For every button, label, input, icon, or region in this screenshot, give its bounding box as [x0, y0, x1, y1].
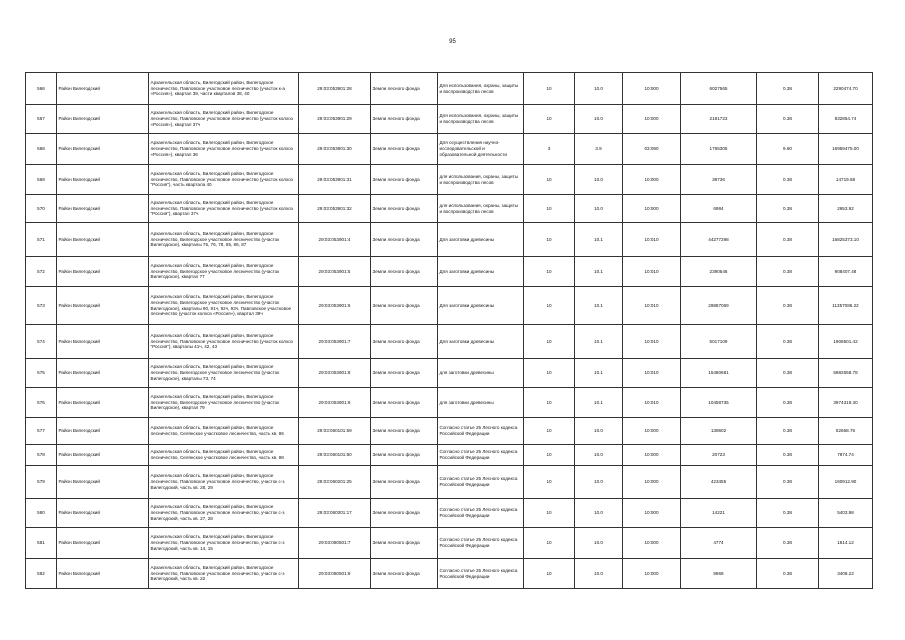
permitted-use-cell: для заготовки древесины	[438, 388, 524, 418]
area-cell: 5017109	[681, 325, 757, 359]
group-code-cell: 10	[524, 223, 575, 257]
specific-value-cell: 0.38	[757, 287, 819, 325]
group-code-cell: 10	[524, 499, 575, 528]
specific-value-cell: 0.38	[757, 559, 819, 589]
land-category-cell: Земли лесного фонда	[371, 418, 438, 445]
permitted-use-cell: Согласно статье 25 Лесного кодекса Российской Федерации	[438, 466, 524, 499]
land-category-cell: Земли лесного фонда	[371, 325, 438, 359]
cadastral-number-cell: 29:03:053901:7	[299, 325, 371, 359]
permitted-use-cell: Согласно статье 25 Лесного кодекса Российской Федерации	[438, 499, 524, 528]
group-code-cell: 10	[524, 257, 575, 287]
cadastral-value-cell: 5403.98	[819, 499, 873, 528]
address-cell: Архангельская область, Вилегодский район, Вилегодское лесничество, Павловское участковое лесничество (участок к-а «Россия»), квартал 39, части кварталов 38, 40	[149, 73, 299, 105]
district-cell: Район Вилегодский	[57, 257, 149, 287]
specific-value-cell: 0.38	[757, 223, 819, 257]
use-code-cell: 10:000	[623, 499, 681, 528]
subgroup-code-cell: 10.1	[575, 223, 623, 257]
table-row	[26, 223, 873, 257]
table-body	[26, 73, 873, 589]
use-code-cell: 03:090	[623, 134, 681, 165]
subgroup-code-cell: 10.0	[575, 499, 623, 528]
area-cell: 29887069	[681, 287, 757, 325]
table-row	[26, 195, 873, 223]
use-code-cell: 10:000	[623, 445, 681, 466]
address-cell: Архангельская область, Вилегодский район, Вилегодское лесничество, Селянское участковое лесничество, часть кв. 98	[149, 445, 299, 466]
table-row	[26, 73, 873, 105]
cadastral-value-cell: 16959475.00	[819, 134, 873, 165]
specific-value-cell: 0.38	[757, 466, 819, 499]
subgroup-code-cell: 10.1	[575, 325, 623, 359]
cadastral-number-cell: 29:03:080501:7	[299, 528, 371, 559]
table-row	[26, 134, 873, 165]
address-cell: Архангельская область, Вилегодский район, Вилегодское лесничество, Вилегодское участковое лесничество (участок Вилегодское), кварталы 90, 91ч, 92ч, 93ч, Павловское участковое лесничество (участок колхоз «Россия»), квартал 39ч	[149, 287, 299, 325]
permitted-use-cell: Для заготовки древесины	[438, 287, 524, 325]
district-cell: Район Вилегодский	[57, 73, 149, 105]
district-cell: Район Вилегодский	[57, 445, 149, 466]
land-category-cell: Земли лесного фонда	[371, 388, 438, 418]
address-cell: Архангельская область, Вилегодский район, Вилегодское лесничество, Павловское участковое лесничество (участок колхоз «Россия»), квартал 37ч	[149, 105, 299, 134]
cadastral-number-cell: 29:03:053901:5	[299, 257, 371, 287]
subgroup-code-cell: 10.1	[575, 359, 623, 388]
cadastral-value-cell: 5882658.78	[819, 359, 873, 388]
subgroup-code-cell: 10.0	[575, 559, 623, 589]
group-code-cell: 10	[524, 105, 575, 134]
land-category-cell: Земли лесного фонда	[371, 73, 438, 105]
land-category-cell: Земли лесного фонда	[371, 445, 438, 466]
area-cell: 6027565	[681, 73, 757, 105]
specific-value-cell: 0.38	[757, 388, 819, 418]
district-cell: Район Вилегодский	[57, 499, 149, 528]
permitted-use-cell: для использования, охраны, защиты и воспроизводства лесов	[438, 165, 524, 195]
permitted-use-cell: Для использования, охраны, защиты и воспроизводства лесов	[438, 73, 524, 105]
cadastral-value-cell: 2290474.70	[819, 73, 873, 105]
group-code-cell: 10	[524, 325, 575, 359]
address-cell: Архангельская область, Вилегодский район, Вилегодское лесничество, Павловское участковое лесничество (участок колхоз "Россия"), кварталы 41ч, 42, 43	[149, 325, 299, 359]
cadastral-number-cell: 29:03:053901:9	[299, 388, 371, 418]
cadastral-number-cell: 29:03:080501:9	[299, 559, 371, 589]
row-number-cell: 574	[26, 325, 57, 359]
row-number-cell: 581	[26, 528, 57, 559]
district-cell: Район Вилегодский	[57, 528, 149, 559]
table-row	[26, 359, 873, 388]
cadastral-number-cell: 29:03:053901:29	[299, 105, 371, 134]
row-number-cell: 572	[26, 257, 57, 287]
table-row	[26, 466, 873, 499]
table-row	[26, 528, 873, 559]
specific-value-cell: 0.38	[757, 257, 819, 287]
row-number-cell: 567	[26, 105, 57, 134]
cadastral-number-cell: 29:03:053901:32	[299, 195, 371, 223]
cadastral-number-cell: 29:03:060101:59	[299, 418, 371, 445]
address-cell: Архангельская область, Вилегодский район, Вилегодское лесничество, Вилегодское участковое лесничество (участок Вилегодское), квартал 77	[149, 257, 299, 287]
subgroup-code-cell: 3.9	[575, 134, 623, 165]
land-category-cell: Земли лесного фонда	[371, 105, 438, 134]
row-number-cell: 566	[26, 73, 57, 105]
row-number-cell: 577	[26, 418, 57, 445]
address-cell: Архангельская область, Вилегодский район, Вилегодское лесничество, Павловское участковое лесничество, участок с-з Вилегодский, часть кв. 28, 29	[149, 466, 299, 499]
address-cell: Архангельская область, Вилегодский район, Вилегодское лесничество, Вилегодское участковое лесничество (участок Вилегодское), кварталы 73, 74	[149, 359, 299, 388]
address-cell: Архангельская область, Вилегодский район, Вилегодское лесничество, Павловское участковое лесничество, участок с-з Вилегодский, часть кв. 14, 15	[149, 528, 299, 559]
cadastral-number-cell: 29:03:053901:6	[299, 287, 371, 325]
land-category-cell: Земли лесного фонда	[371, 528, 438, 559]
subgroup-code-cell: 10.0	[575, 418, 623, 445]
group-code-cell: 10	[524, 287, 575, 325]
use-code-cell: 10:000	[623, 73, 681, 105]
row-number-cell: 579	[26, 466, 57, 499]
permitted-use-cell: Для заготовки древесины	[438, 257, 524, 287]
cadastral-value-cell: 160912.90	[819, 466, 873, 499]
land-category-cell: Земли лесного фонда	[371, 165, 438, 195]
use-code-cell: 10:010	[623, 287, 681, 325]
district-cell: Район Вилегодский	[57, 418, 149, 445]
specific-value-cell: 0.38	[757, 359, 819, 388]
district-cell: Район Вилегодский	[57, 223, 149, 257]
use-code-cell: 10:010	[623, 325, 681, 359]
cadastral-value-cell: 832854.74	[819, 105, 873, 134]
area-cell: 138602	[681, 418, 757, 445]
subgroup-code-cell: 10.1	[575, 388, 623, 418]
table-row	[26, 165, 873, 195]
land-category-cell: Земли лесного фонда	[371, 223, 438, 257]
area-cell: 15480681	[681, 359, 757, 388]
table-row	[26, 445, 873, 466]
subgroup-code-cell: 10.0	[575, 73, 623, 105]
area-cell: 44277298	[681, 223, 757, 257]
permitted-use-cell: Для заготовки древесины	[438, 325, 524, 359]
row-number-cell: 582	[26, 559, 57, 589]
cadastral-number-cell: 29:03:053901:8	[299, 359, 371, 388]
area-cell: 20723	[681, 445, 757, 466]
address-cell: Архангельская область, Вилегодский район, Вилегодское лесничество, Вилегодское участковое лесничество (участок Вилегодское), квартал 79	[149, 388, 299, 418]
subgroup-code-cell: 10.1	[575, 287, 623, 325]
row-number-cell: 575	[26, 359, 57, 388]
group-code-cell: 10	[524, 388, 575, 418]
table-row	[26, 559, 873, 589]
area-cell: 38736	[681, 165, 757, 195]
row-number-cell: 578	[26, 445, 57, 466]
cadastral-value-cell: 7874.74	[819, 445, 873, 466]
address-cell: Архангельская область, Вилегодский район, Вилегодское лесничество, Вилегодское участковое лесничество (участок Вилегодское), кварталы 75, 76, 78, 85, 86, 87	[149, 223, 299, 257]
cadastral-number-cell: 29:03:060101:60	[299, 445, 371, 466]
address-cell: Архангельская область, Вилегодский район, Вилегодское лесничество, Павловское участковое лесничество, участок с-з Вилегодский, часть кв. 27, 28	[149, 499, 299, 528]
cadastral-value-cell: 11357086.22	[819, 287, 873, 325]
address-cell: Архангельская область, Вилегодский район, Вилегодское лесничество, Павловское участковое лесничество (участок колхоз "Россия"), часть квартала 40	[149, 165, 299, 195]
cadastral-number-cell: 29:03:053901:4	[299, 223, 371, 257]
district-cell: Район Вилегодский	[57, 466, 149, 499]
cadastral-value-cell: 3408.22	[819, 559, 873, 589]
cadastral-number-cell: 29:03:060301:17	[299, 499, 371, 528]
table-row	[26, 105, 873, 134]
land-category-cell: Земли лесного фонда	[371, 499, 438, 528]
permitted-use-cell: Согласно статье 25 Лесного кодекса Российской Федерации	[438, 445, 524, 466]
area-cell: 6984	[681, 195, 757, 223]
use-code-cell: 10:000	[623, 195, 681, 223]
use-code-cell: 10:000	[623, 559, 681, 589]
district-cell: Район Вилегодский	[57, 325, 149, 359]
land-category-cell: Земли лесного фонда	[371, 287, 438, 325]
specific-value-cell: 0.38	[757, 528, 819, 559]
area-cell: 14221	[681, 499, 757, 528]
group-code-cell: 10	[524, 359, 575, 388]
cadastral-number-cell: 29:03:053901:31	[299, 165, 371, 195]
group-code-cell: 3	[524, 134, 575, 165]
area-cell: 8969	[681, 559, 757, 589]
table-row	[26, 257, 873, 287]
row-number-cell: 580	[26, 499, 57, 528]
area-cell: 1765305	[681, 134, 757, 165]
land-category-cell: Земли лесного фонда	[371, 134, 438, 165]
subgroup-code-cell: 10.0	[575, 528, 623, 559]
subgroup-code-cell: 10.0	[575, 195, 623, 223]
area-cell: 2390546	[681, 257, 757, 287]
cadastral-value-cell: 1814.12	[819, 528, 873, 559]
use-code-cell: 10:000	[623, 528, 681, 559]
specific-value-cell: 0.38	[757, 325, 819, 359]
use-code-cell: 10:010	[623, 223, 681, 257]
row-number-cell: 568	[26, 134, 57, 165]
use-code-cell: 10:010	[623, 359, 681, 388]
cadastral-value-cell: 52668.76	[819, 418, 873, 445]
cadastral-value-cell: 3974319.30	[819, 388, 873, 418]
cadastral-number-cell: 29:03:053901:30	[299, 134, 371, 165]
page-number: 95	[449, 39, 456, 45]
use-code-cell: 10:000	[623, 105, 681, 134]
address-cell: Архангельская область, Вилегодский район, Вилегодское лесничество, Селянское участковое лесничество, часть кв. 96	[149, 418, 299, 445]
land-category-cell: Земли лесного фонда	[371, 466, 438, 499]
subgroup-code-cell: 10.1	[575, 257, 623, 287]
district-cell: Район Вилегодский	[57, 559, 149, 589]
group-code-cell: 10	[524, 559, 575, 589]
permitted-use-cell: Согласно статье 25 Лесного кодекса Российской Федерации	[438, 528, 524, 559]
land-category-cell: Земли лесного фонда	[371, 195, 438, 223]
cadastral-number-cell: 29:03:053901:28	[299, 73, 371, 105]
specific-value-cell: 0.38	[757, 105, 819, 134]
land-category-cell: Земли лесного фонда	[371, 359, 438, 388]
district-cell: Район Вилегодский	[57, 388, 149, 418]
address-cell: Архангельская область, Вилегодский район, Вилегодское лесничество, Павловское участковое лесничество (участок колхоз «Россия»), квартал 36	[149, 134, 299, 165]
specific-value-cell: 0.38	[757, 499, 819, 528]
subgroup-code-cell: 10.0	[575, 105, 623, 134]
permitted-use-cell: для использования, охраны, защиты и воспроизводства лесов	[438, 195, 524, 223]
table-row	[26, 287, 873, 325]
cadastral-value-cell: 16825373.10	[819, 223, 873, 257]
area-cell: 4774	[681, 528, 757, 559]
area-cell: 2191723	[681, 105, 757, 134]
permitted-use-cell: Согласно статье 25 Лесного кодекса Российской Федерации	[438, 559, 524, 589]
cadastral-value-cell: 14719.68	[819, 165, 873, 195]
subgroup-code-cell: 10.0	[575, 165, 623, 195]
table-row	[26, 499, 873, 528]
specific-value-cell: 0.38	[757, 195, 819, 223]
district-cell: Район Вилегодский	[57, 195, 149, 223]
row-number-cell: 573	[26, 287, 57, 325]
district-cell: Район Вилегодский	[57, 165, 149, 195]
district-cell: Район Вилегодский	[57, 105, 149, 134]
use-code-cell: 10:000	[623, 418, 681, 445]
specific-value-cell: 0.38	[757, 418, 819, 445]
specific-value-cell: 0.38	[757, 165, 819, 195]
area-cell: 10458735	[681, 388, 757, 418]
group-code-cell: 10	[524, 466, 575, 499]
subgroup-code-cell: 10.0	[575, 466, 623, 499]
group-code-cell: 10	[524, 445, 575, 466]
group-code-cell: 10	[524, 418, 575, 445]
use-code-cell: 10:000	[623, 466, 681, 499]
row-number-cell: 570	[26, 195, 57, 223]
cadastral-number-cell: 29:03:060201:25	[299, 466, 371, 499]
use-code-cell: 10:010	[623, 388, 681, 418]
cadastral-value-cell: 908407.48	[819, 257, 873, 287]
permitted-use-cell: Согласно статье 25 Лесного кодекса Российской Федерации	[438, 418, 524, 445]
row-number-cell: 569	[26, 165, 57, 195]
group-code-cell: 10	[524, 73, 575, 105]
district-cell: Район Вилегодский	[57, 287, 149, 325]
specific-value-cell: 0.38	[757, 73, 819, 105]
area-cell: 423455	[681, 466, 757, 499]
group-code-cell: 10	[524, 165, 575, 195]
address-cell: Архангельская область, Вилегодский район, Вилегодское лесничество, Павловское участковое лесничество (участок колхоз "Россия"), квартал 37ч	[149, 195, 299, 223]
subgroup-code-cell: 10.0	[575, 445, 623, 466]
row-number-cell: 571	[26, 223, 57, 257]
group-code-cell: 10	[524, 195, 575, 223]
cadastral-registry-table	[25, 72, 873, 589]
permitted-use-cell: Для использования, охраны, защиты и воспроизводства лесов	[438, 105, 524, 134]
cadastral-value-cell: 2653.92	[819, 195, 873, 223]
group-code-cell: 10	[524, 528, 575, 559]
table-row	[26, 418, 873, 445]
land-category-cell: Земли лесного фонда	[371, 257, 438, 287]
row-number-cell: 576	[26, 388, 57, 418]
district-cell: Район Вилегодский	[57, 134, 149, 165]
permitted-use-cell: для заготовки древесины	[438, 359, 524, 388]
table-row	[26, 325, 873, 359]
use-code-cell: 10:000	[623, 165, 681, 195]
land-category-cell: Земли лесного фонда	[371, 559, 438, 589]
use-code-cell: 10:010	[623, 257, 681, 287]
district-cell: Район Вилегодский	[57, 359, 149, 388]
cadastral-value-cell: 1906501.42	[819, 325, 873, 359]
specific-value-cell: 9.60	[757, 134, 819, 165]
address-cell: Архангельская область, Вилегодский район, Вилегодское лесничество, Павловское участковое лесничество, участок с-з Вилегодский, часть кв. 22	[149, 559, 299, 589]
specific-value-cell: 0.38	[757, 445, 819, 466]
permitted-use-cell: Для заготовки древесины	[438, 223, 524, 257]
permitted-use-cell: Для осуществления научно-исследовательской и образовательной деятельности	[438, 134, 524, 165]
table-row	[26, 388, 873, 418]
